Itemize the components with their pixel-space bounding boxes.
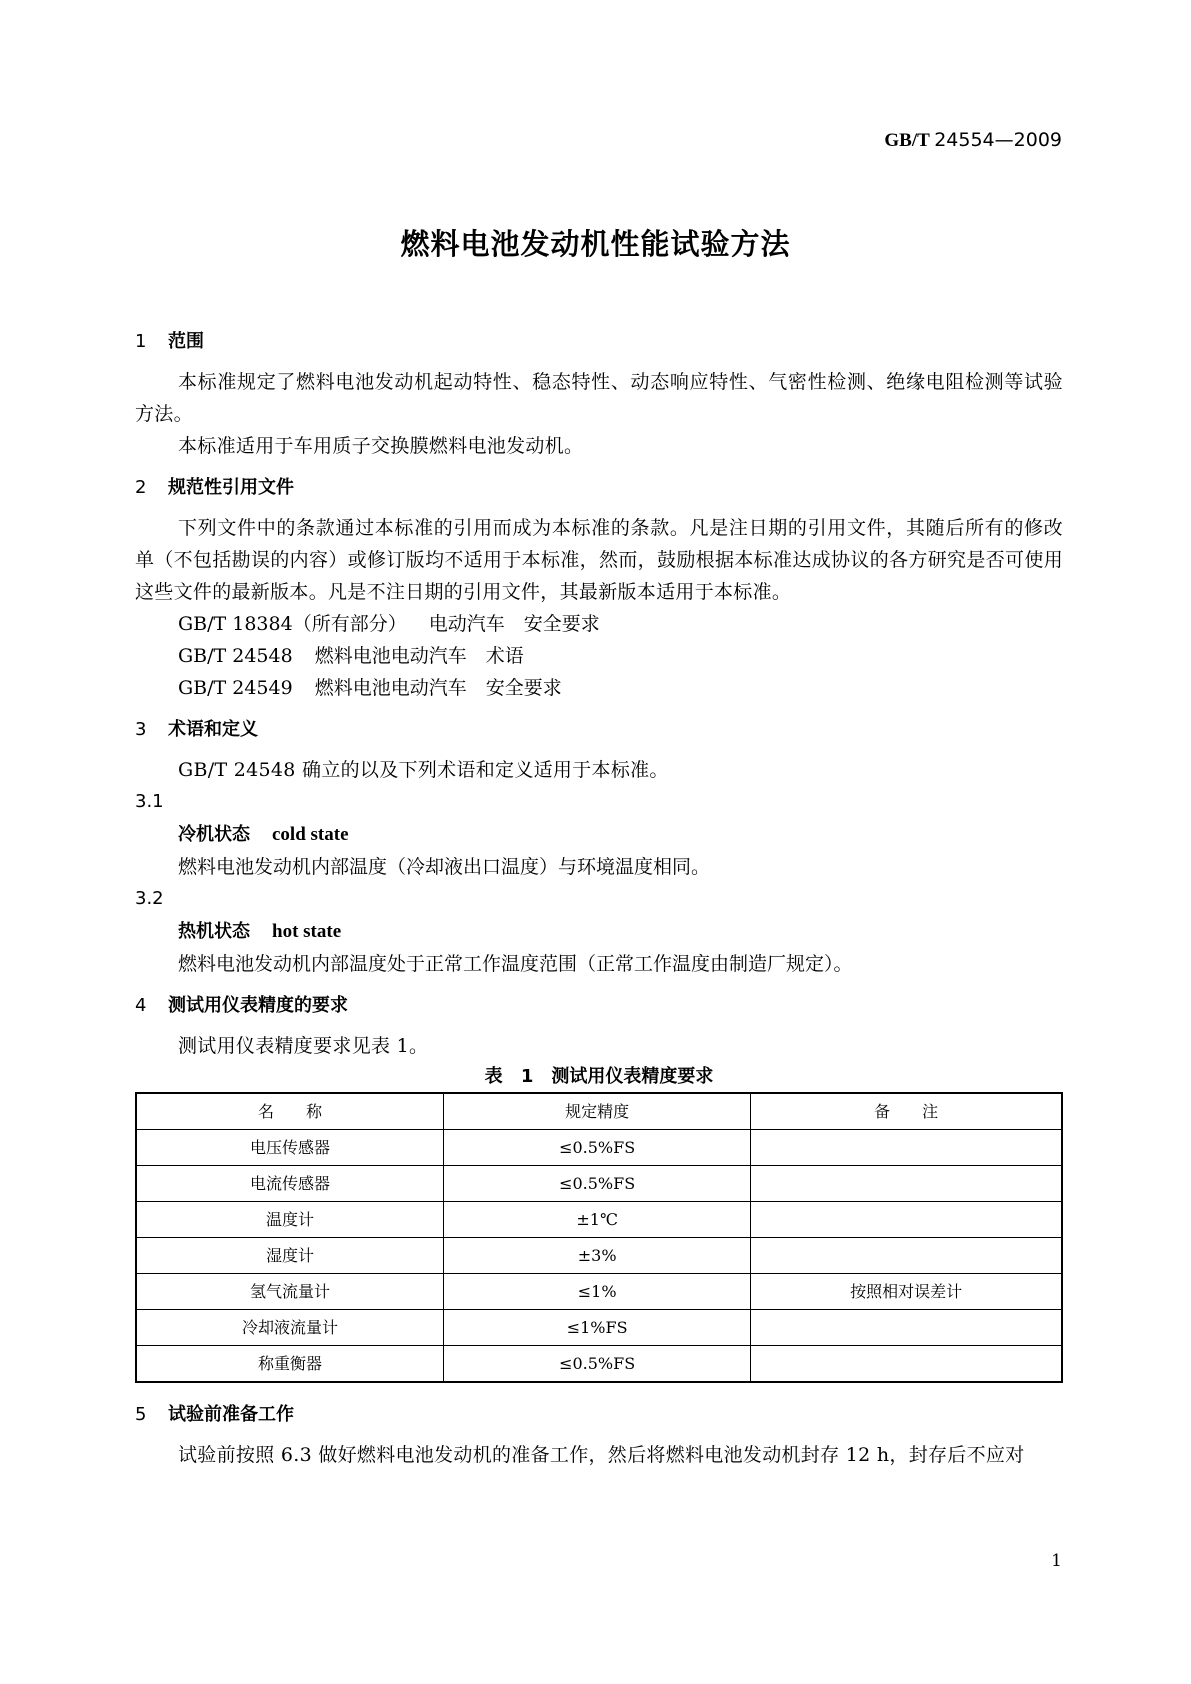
- term-entry: [135, 818, 1063, 851]
- table-cell: 氢气流量计: [136, 1274, 443, 1310]
- section-3-heading: [135, 714, 1063, 746]
- table-row: [136, 1310, 1062, 1346]
- term-chinese: 冷机状态: [178, 824, 250, 845]
- reference-item: [135, 672, 1063, 704]
- clause-number: 3.2: [135, 888, 164, 909]
- paragraph: GB/T 24548 确立的以及下列术语和定义适用于本标准。: [178, 759, 669, 781]
- table-cell: [751, 1130, 1062, 1166]
- term-definition: 燃料电池发动机内部温度处于正常工作温度范围（正常工作温度由制造厂规定）。: [178, 953, 853, 975]
- section-title: 试验前准备工作: [168, 1404, 294, 1425]
- paragraph: 测试用仪表精度要求见表 1。: [178, 1035, 429, 1057]
- term-chinese: 热机状态: [178, 921, 250, 942]
- table-cell: 湿度计: [136, 1238, 443, 1274]
- table-row: [136, 1274, 1062, 1310]
- term-entry: [135, 915, 1063, 948]
- table-cell: [751, 1202, 1062, 1238]
- reference-name: 燃料电池电动汽车 安全要求: [314, 677, 562, 699]
- page-number: 1: [1051, 1551, 1062, 1571]
- column-header: 名 称: [136, 1093, 443, 1130]
- table-cell: ≤0.5%FS: [443, 1346, 750, 1383]
- table-cell: ±3%: [443, 1238, 750, 1274]
- standard-number: [884, 124, 1062, 157]
- section-title: 术语和定义: [168, 719, 258, 740]
- table-row: [136, 1130, 1062, 1166]
- section-number: 3: [135, 719, 147, 740]
- table-caption: 表 1 测试用仪表精度要求: [484, 1066, 714, 1087]
- table-cell: 温度计: [136, 1202, 443, 1238]
- column-header: 规定精度: [443, 1093, 750, 1130]
- table-row: [136, 1346, 1062, 1383]
- table-cell: [751, 1238, 1062, 1274]
- reference-name: 燃料电池电动汽车 术语: [314, 645, 524, 667]
- clause-number: 3.1: [135, 791, 164, 812]
- reference-code: GB/T 24548: [178, 645, 293, 667]
- section-number: 5: [135, 1404, 147, 1425]
- term-english: cold state: [272, 824, 349, 845]
- table-row: [136, 1238, 1062, 1274]
- section-title: 范围: [168, 331, 204, 352]
- table-cell: [751, 1346, 1062, 1383]
- standard-code: 24554—2009: [934, 129, 1062, 151]
- table-row: [136, 1166, 1062, 1202]
- table-cell: 冷却液流量计: [136, 1310, 443, 1346]
- column-header: 备 注: [751, 1093, 1062, 1130]
- section-2-heading: [135, 472, 1063, 504]
- reference-item: [135, 640, 1063, 672]
- table-cell: 按照相对误差计: [751, 1274, 1062, 1310]
- paragraph: 下列文件中的条款通过本标准的引用而成为本标准的条款。凡是注日期的引用文件，其随后所有的修改单（不包括勘误的内容）或修订版均不适用于本标准，然而，鼓励根据本标准达成协议的各方研究是否可使用这些文件的最新版本。凡是不注日期的引用文件，其最新版本适用于本标准。: [135, 517, 1063, 603]
- table-cell: ≤0.5%FS: [443, 1166, 750, 1202]
- table-cell: [751, 1166, 1062, 1202]
- section-4-heading: [135, 990, 1063, 1022]
- term-english: hot state: [272, 921, 342, 942]
- section-number: 1: [135, 331, 147, 352]
- standard-prefix: GB/T: [884, 130, 930, 151]
- reference-code: GB/T 24549: [178, 677, 293, 699]
- section-title: 测试用仪表精度的要求: [168, 995, 348, 1016]
- table-cell: 称重衡器: [136, 1346, 443, 1383]
- reference-name: 电动汽车 安全要求: [428, 613, 600, 635]
- document-body: [135, 326, 1063, 1471]
- paragraph: 本标准规定了燃料电池发动机起动特性、稳态特性、动态响应特性、气密性检测、绝缘电阻检测等试验方法。: [135, 371, 1063, 425]
- paragraph: 试验前按照 6.3 做好燃料电池发动机的准备工作，然后将燃料电池发动机封存 12 h，封存后不应对: [178, 1444, 1025, 1466]
- table-cell: ≤1%: [443, 1274, 750, 1310]
- table-cell: ±1℃: [443, 1202, 750, 1238]
- table-cell: 电流传感器: [136, 1166, 443, 1202]
- table-header-row: [136, 1093, 1062, 1130]
- document-title: 燃料电池发动机性能试验方法: [400, 227, 791, 261]
- paragraph: 本标准适用于车用质子交换膜燃料电池发动机。: [178, 435, 584, 457]
- reference-item: [135, 608, 1063, 640]
- section-5-heading: [135, 1399, 1063, 1431]
- table-cell: ≤0.5%FS: [443, 1130, 750, 1166]
- section-number: 2: [135, 477, 147, 498]
- section-title: 规范性引用文件: [168, 477, 294, 498]
- section-1-heading: [135, 326, 1063, 358]
- table-row: [136, 1202, 1062, 1238]
- section-number: 4: [135, 995, 147, 1016]
- table-cell: ≤1%FS: [443, 1310, 750, 1346]
- term-definition: 燃料电池发动机内部温度（冷却液出口温度）与环境温度相同。: [178, 856, 711, 878]
- instrument-accuracy-table: [135, 1092, 1063, 1383]
- reference-code: GB/T 18384（所有部分）: [178, 613, 407, 635]
- table-cell: [751, 1310, 1062, 1346]
- table-cell: 电压传感器: [136, 1130, 443, 1166]
